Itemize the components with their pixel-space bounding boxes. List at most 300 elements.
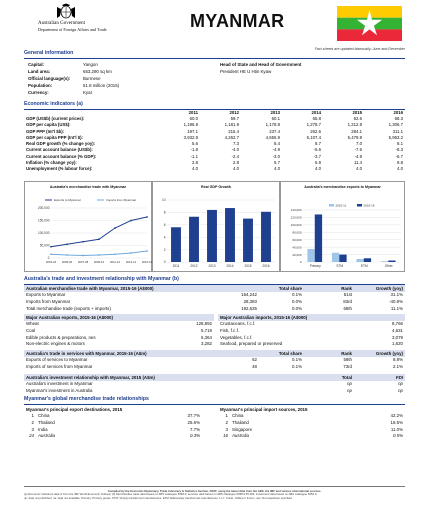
table-header-row — [24, 374, 405, 381]
row-label: Fish, f.c.f. — [220, 327, 240, 333]
indicator-value: 284.1 — [351, 128, 362, 134]
column-header: Rank — [341, 285, 352, 291]
footer-notes — [24, 490, 405, 500]
share: 11.0% — [390, 426, 403, 432]
indicator-value: 1,278.7 — [306, 122, 321, 128]
export-destinations-table — [24, 406, 202, 439]
series-line — [51, 217, 147, 247]
table-row — [218, 327, 405, 334]
row-label: Seafood, prepared or preserved — [220, 341, 283, 347]
info-row-capital — [28, 62, 223, 67]
y-tick-label: 10 — [161, 198, 166, 203]
chart-title: Australia's merchandise trade with Myanmar — [49, 185, 127, 189]
y-tick-label: 40,000 — [292, 245, 302, 250]
x-tick-label: 2011-12 — [109, 260, 121, 264]
country: Thailand — [232, 419, 249, 425]
trade-section-title: Australia's trade and investment relationship with Myanmar (b) — [24, 276, 179, 282]
table-header-row — [218, 314, 405, 321]
table-row — [24, 387, 405, 394]
country: Singapore — [232, 426, 253, 432]
major-imports-table — [218, 314, 405, 347]
indicator-value: 60.1 — [271, 115, 280, 121]
info-key: Official language(s): — [28, 76, 71, 81]
row-share: 0.1% — [291, 357, 302, 363]
row-growth: 2.1% — [392, 363, 403, 369]
indicator-value: 5,953.2 — [388, 134, 403, 140]
bar — [339, 255, 346, 262]
info-value: Kyat — [83, 90, 92, 95]
table-row — [24, 432, 202, 439]
y-tick-label: 140,000 — [290, 208, 302, 213]
x-tick-label: 2015-16 — [141, 260, 153, 264]
divider — [24, 404, 405, 405]
data-point — [146, 250, 148, 252]
table-row — [218, 426, 405, 433]
legend-label: Imports from Myanmar — [106, 198, 137, 203]
row-value: 164,242 — [241, 292, 257, 298]
column-header: FDI — [395, 374, 403, 380]
rank: 1 — [225, 413, 228, 419]
country: Australia — [232, 433, 250, 439]
year-header: 2013 — [270, 109, 280, 115]
department-name: Department of Foreign Affairs and Trade — [38, 27, 107, 32]
table-row — [24, 363, 405, 370]
indicator-label: GDP per capita (US$): — [26, 122, 71, 128]
info-value: Burmese — [83, 76, 101, 81]
table-heading: Australia's investment relationship with Myanmar, 2015 (A$m) — [26, 374, 155, 380]
coat-of-arms-icon — [54, 3, 78, 21]
indicator-value: 4.0 — [274, 166, 280, 172]
bar — [261, 212, 271, 262]
table-row — [24, 381, 405, 388]
indicator-value: -4.0 — [231, 147, 239, 153]
general-info-title: General information — [24, 50, 74, 56]
info-row-currency — [28, 90, 223, 95]
table-row — [218, 413, 405, 420]
row-value: 6,364 — [201, 334, 212, 340]
x-tick-label: 2007-08 — [77, 260, 89, 264]
row-value: 8,766 — [392, 321, 403, 327]
x-tick-label: Other — [384, 264, 393, 268]
row-value: 3,282 — [201, 341, 212, 347]
indicator-value: 65.8 — [312, 115, 321, 121]
indicator-value: 4.0 — [192, 166, 198, 172]
row-label: Total merchandise trade (exports + imports) — [26, 305, 111, 311]
x-tick-label: 2013-14 — [125, 260, 137, 264]
x-tick-label: 2003-04 — [45, 260, 57, 264]
indicator-value: 9.8 — [397, 160, 403, 166]
indicator-value: 4,655.9 — [265, 134, 280, 140]
rank: 3 — [225, 426, 228, 432]
row-share: 0.1% — [291, 363, 302, 369]
indicator-value: 5.6 — [192, 141, 198, 147]
indicator-value: 4,262.7 — [224, 134, 239, 140]
indicator-value: 4.0 — [356, 166, 362, 172]
info-key: Capital: — [28, 62, 45, 67]
indicator-value: 237.4 — [269, 128, 280, 134]
table-row — [24, 357, 405, 364]
economic-indicators-table — [24, 110, 405, 173]
indicator-value: -1.8 — [190, 147, 198, 153]
indicator-value: -8.3 — [395, 147, 403, 153]
row-rank: 83rd — [343, 298, 352, 304]
exports-bar-chart — [280, 181, 405, 272]
x-tick-label: 2012 — [190, 264, 198, 268]
indicator-value: 4.0 — [233, 166, 239, 172]
y-tick-label: 200,000 — [37, 206, 50, 211]
column-header: Growth (yoy) — [375, 350, 403, 356]
rank: 24 — [29, 433, 34, 439]
indicator-value: 1,181.9 — [224, 122, 239, 128]
row-share: 0.0% — [291, 305, 302, 311]
x-tick-label: STM — [336, 264, 344, 268]
table-row — [218, 419, 405, 426]
rank: 3 — [31, 426, 34, 432]
indicator-value: -6.7 — [395, 153, 403, 159]
table-row — [24, 305, 405, 312]
table-row — [24, 413, 202, 420]
legend-label: 2010-11 — [335, 203, 347, 208]
government-name: Australian Government — [38, 21, 86, 26]
bar — [388, 261, 395, 262]
indicator-value: 197.1 — [187, 128, 198, 134]
table-row — [24, 334, 214, 341]
bar — [243, 219, 253, 262]
chart-title: Real GDP Growth — [201, 185, 231, 189]
rank: 2 — [31, 419, 34, 425]
head-of-state-name: President HE U Htin Kyaw — [220, 69, 272, 74]
row-value: 48 — [252, 363, 257, 369]
y-tick-label: 150,000 — [37, 218, 50, 223]
year-header: 2011 — [188, 109, 198, 115]
global-trade-title: Myanmar's global merchandise trade relationships — [24, 396, 149, 402]
indicator-value: 8.7 — [315, 141, 321, 147]
row-label: Myanmar's investment in Australia — [26, 387, 93, 393]
x-tick-label: ETM — [360, 264, 368, 268]
info-row-land-area — [28, 69, 223, 74]
info-value: 653,290 sq km — [83, 69, 112, 74]
data-point — [130, 252, 132, 254]
row-growth: 31.1% — [390, 292, 403, 298]
indicator-value: 3,932.9 — [183, 134, 198, 140]
row-fdi: np — [398, 387, 403, 393]
info-key: Population: — [28, 83, 53, 88]
x-tick-label: Primary — [309, 264, 321, 268]
year-header: 2015 — [352, 109, 362, 115]
indicator-label: Inflation (% change yoy): — [26, 160, 77, 166]
rank: 16 — [223, 433, 228, 439]
table-row — [24, 419, 202, 426]
data-point — [130, 220, 132, 222]
bar — [356, 259, 363, 262]
indicator-label: Current account balance (US$b): — [26, 147, 93, 153]
table-row — [24, 426, 202, 433]
indicator-value: -7.6 — [354, 147, 362, 153]
row-value: 1,620 — [392, 341, 403, 347]
table-row — [218, 334, 405, 341]
data-point — [114, 253, 116, 255]
import-sources-table — [218, 406, 405, 439]
y-tick-label: 0 — [299, 260, 302, 265]
share: 0.5% — [392, 433, 403, 439]
indicator-value: 1,306.7 — [388, 122, 403, 128]
table-heading: Australia's trade in services with Myanmar, 2015-16 (A$m) — [26, 350, 147, 356]
data-point — [82, 241, 84, 243]
trade-line-chart — [24, 181, 152, 272]
table-header-row — [24, 314, 214, 321]
indicator-value: 1,196.9 — [183, 122, 198, 128]
row-fdi: np — [398, 381, 403, 387]
y-tick-label: 80,000 — [292, 230, 302, 235]
indicator-value: 60.0 — [189, 115, 198, 121]
indicator-label: Current account balance (% GDP): — [26, 153, 97, 159]
indicator-value: 8.1 — [397, 141, 403, 147]
table-row — [24, 292, 405, 299]
bar — [381, 261, 388, 262]
row-label: Wheat — [26, 321, 39, 327]
table-row — [24, 321, 214, 328]
share: 18.5% — [390, 419, 403, 425]
country: China — [38, 413, 50, 419]
row-growth: 8.8% — [392, 357, 403, 363]
data-point — [50, 246, 52, 248]
table-heading: Myanmar's principal import sources, 2015 — [220, 406, 308, 412]
indicator-value: 2.8 — [192, 160, 198, 166]
legend-swatch — [357, 204, 362, 207]
x-tick-label: 2009-10 — [93, 260, 105, 264]
economic-indicators-title: Economic indicators (a) — [24, 101, 83, 107]
x-tick-label: 2013 — [208, 264, 216, 268]
bar — [364, 258, 371, 262]
row-label: Coal — [26, 327, 36, 333]
row-value: 4,631 — [392, 327, 403, 333]
data-point — [66, 254, 68, 256]
year-header: 2016 — [393, 109, 403, 115]
y-tick-label: 20,000 — [292, 252, 302, 257]
share: 0.3% — [189, 433, 200, 439]
y-tick-label: 2 — [163, 247, 166, 252]
services-trade-table — [24, 350, 405, 370]
exports-bar-chart-svg — [281, 182, 406, 273]
indicator-value: -1.1 — [190, 153, 198, 159]
row-value: 62 — [252, 357, 257, 363]
chart-title: Australia's merchandise exports to Myanmar — [304, 185, 381, 189]
table-heading: Australian merchandise trade with Myanmar, 2015-16 (A$000) — [26, 285, 154, 291]
data-point — [98, 254, 100, 256]
row-label: Imports from Myanmar — [26, 298, 71, 304]
x-tick-label: 2016 — [262, 264, 270, 268]
row-label: Australia's investment in Myanmar — [26, 381, 93, 387]
data-point — [114, 227, 116, 229]
indicator-value: 59.7 — [230, 115, 239, 121]
share: 7.7% — [189, 426, 200, 432]
table-header-row — [24, 285, 405, 292]
y-tick-label: 8 — [163, 210, 166, 215]
bar — [315, 214, 322, 262]
indicator-value: 4.0 — [315, 166, 321, 172]
row-label: Edible products & preparations, nes — [26, 334, 96, 340]
investment-table — [24, 374, 405, 394]
table-heading: Major Australian exports, 2015-16 (A$000) — [26, 314, 113, 320]
info-value: Yangon — [83, 62, 98, 67]
indicator-value: 1,212.8 — [347, 122, 362, 128]
row-rank: 59th — [343, 357, 352, 363]
indicator-value: 311.1 — [392, 128, 403, 134]
table-row — [218, 432, 405, 439]
table-row — [218, 321, 405, 328]
info-key: Currency: — [28, 90, 49, 95]
y-tick-label: 60,000 — [292, 237, 302, 242]
y-tick-label: 0 — [47, 256, 50, 261]
row-share: 0.0% — [291, 298, 302, 304]
share: 37.7% — [187, 413, 200, 419]
indicator-label: GDP (US$b) (current prices): — [26, 115, 85, 121]
row-rank: 68th — [343, 305, 352, 311]
head-of-state-heading: Head of State and Head of Government — [220, 62, 302, 67]
x-tick-label: 2015 — [244, 264, 252, 268]
info-row-population — [28, 83, 223, 88]
data-point — [98, 238, 100, 240]
legend-swatch — [329, 204, 334, 207]
indicator-value: 5,479.9 — [347, 134, 362, 140]
blank-cell — [219, 350, 259, 357]
indicator-value: 215.4 — [228, 128, 239, 134]
indicator-value: 2.8 — [233, 160, 239, 166]
row-share: 0.1% — [291, 292, 302, 298]
bar — [307, 249, 314, 262]
row-value: 28,383 — [243, 298, 257, 304]
gdp-growth-chart-svg — [153, 182, 281, 273]
blank-cell — [219, 285, 259, 292]
indicator-value: 5.7 — [274, 160, 280, 166]
y-tick-label: 100,000 — [290, 223, 302, 228]
x-tick-label: 2014 — [226, 264, 234, 268]
indicator-value: -3.0 — [272, 153, 280, 159]
y-tick-label: 4 — [163, 235, 166, 240]
indicator-value: -4.9 — [354, 153, 362, 159]
data-point — [82, 255, 84, 257]
major-exports-table — [24, 314, 214, 347]
column-header: Total share — [278, 285, 302, 291]
rank: 1 — [31, 413, 34, 419]
y-tick-label: 50,000 — [39, 243, 50, 248]
table-row — [24, 167, 405, 173]
row-label: Imports of services from Myanmar — [26, 363, 93, 369]
bar — [207, 210, 217, 262]
data-point — [50, 253, 52, 255]
bar — [332, 253, 339, 262]
row-value: 5,719 — [201, 327, 212, 333]
indicator-value: 4.0 — [397, 166, 403, 172]
y-tick-label: 0 — [163, 260, 166, 265]
row-value: 192,625 — [241, 305, 257, 311]
info-row-language — [28, 76, 223, 81]
table-heading: Myanmar's principal export destinations, 2015 — [26, 406, 123, 412]
indicator-value: 1,178.8 — [265, 122, 280, 128]
row-total: np — [347, 381, 352, 387]
divider — [24, 486, 405, 487]
x-tick-label: 2005-06 — [61, 260, 73, 264]
legend-label: 2015-16 — [363, 203, 375, 208]
myanmar-flag-icon — [337, 6, 402, 41]
indicator-value: -4.9 — [272, 147, 280, 153]
table-row — [24, 298, 405, 305]
bar — [225, 208, 235, 262]
year-header: 2014 — [311, 109, 321, 115]
indicator-label: GDP per capita PPP (Int'l $): — [26, 134, 83, 140]
y-tick-label: 6 — [163, 223, 166, 227]
row-label: Vegetables, f.c.f. — [220, 334, 253, 340]
indicator-value: 262.6 — [310, 128, 321, 134]
table-row — [24, 327, 214, 334]
indicator-label: GDP PPP (Int'l $b): — [26, 128, 65, 134]
rank: 2 — [225, 419, 228, 425]
bar — [171, 227, 181, 262]
update-note: Fact sheets are updated biannually; June and December — [314, 47, 405, 51]
share: 42.2% — [390, 413, 403, 419]
share: 25.6% — [187, 419, 200, 425]
country: China — [232, 413, 244, 419]
table-heading: Major Australian imports, 2015-16 (A$000) — [220, 314, 308, 320]
column-header: Rank — [341, 350, 352, 356]
indicator-value: 7.0 — [356, 141, 362, 147]
data-point — [146, 216, 148, 218]
indicator-value: 5.9 — [315, 160, 321, 166]
footer-abbreviations: np: data not published. na: data not available. Primary: Primary goods. STM: Simply transformed manufactures. ETM: Elaborately transformed manufactures. f.c.f.: Fresh, chilled or frozen. nes: Not elsewhere specified. — [24, 495, 293, 500]
column-header: Total — [341, 374, 352, 380]
table-header-row — [24, 406, 202, 413]
row-total: np — [347, 387, 352, 393]
year-header: 2012 — [229, 109, 239, 115]
country: Thailand — [38, 419, 55, 425]
footer-compiled-by: Compiled by the Economic Diplomacy, Trade Advocacy & Statistics Section, DFAT, using the latest data from the ABS, the IMF and various international sources. — [107, 489, 322, 493]
row-rank: 73rd — [343, 363, 352, 369]
legend-label: Exports to Myanmar — [54, 198, 81, 203]
table-header-row — [24, 350, 405, 357]
indicator-label: Real GDP growth (% change yoy): — [26, 141, 96, 147]
indicator-value: -3.7 — [313, 153, 321, 159]
y-tick-label: 100,000 — [37, 231, 50, 236]
gdp-growth-chart — [152, 181, 280, 272]
indicator-value: 5,107.4 — [306, 134, 321, 140]
info-key: Land area: — [28, 69, 51, 74]
table-header-row — [218, 406, 405, 413]
column-header: Growth (yoy) — [375, 285, 403, 291]
row-label: Non-electric engines & motors — [26, 341, 85, 347]
info-value: 51.8 million (2015) — [83, 83, 120, 88]
row-label: Crustaceans, f.c.f. — [220, 321, 256, 327]
indicator-label: Unemployment (% labour force): — [26, 166, 93, 172]
divider — [24, 58, 405, 59]
indicator-value: -2.4 — [231, 153, 239, 159]
footer-sources: (a) Economic indicators data is from the IMF World Economic Outlook; (b) Merchandise trade data based on ABS catalogue 5368.0; services data based on ABS catalogue 5368.0.55.004; investment data based on ABS catalogue 5352.0. — [24, 492, 318, 497]
indicator-value: 7.3 — [233, 141, 239, 147]
data-point — [66, 243, 68, 245]
indicator-value: 11.4 — [353, 160, 362, 166]
row-growth: -40.9% — [389, 298, 403, 304]
row-growth: 11.1% — [390, 305, 403, 311]
merchandise-trade-table — [24, 285, 405, 311]
table-row — [24, 340, 214, 347]
row-value: 3,079 — [392, 334, 403, 340]
table-row — [218, 340, 405, 347]
column-header: Total share — [278, 350, 302, 356]
bar — [189, 217, 199, 262]
row-rank: 51st — [343, 292, 352, 298]
indicator-value: 8.4 — [274, 141, 280, 147]
x-tick-label: 2011 — [172, 264, 180, 268]
row-label: Exports of services to Myanmar — [26, 357, 88, 363]
